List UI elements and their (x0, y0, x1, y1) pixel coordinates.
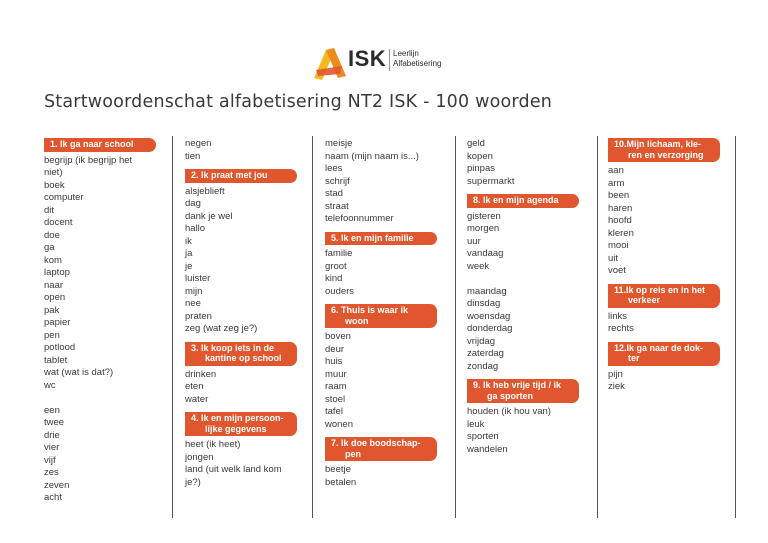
word-item: week (467, 260, 490, 272)
word-item: lees (325, 163, 343, 174)
word-item: deur (325, 343, 345, 355)
word-item: telefoonnummer (325, 213, 394, 224)
word-item: links (608, 310, 628, 322)
word-item: schrijf (325, 175, 350, 187)
section-heading-text: 4. Ik en mijn persoon- (191, 413, 284, 423)
word-item: geld (467, 138, 485, 149)
word-item: vandaag (467, 248, 504, 259)
page-title: Startwoordenschat alfabetisering NT2 ISK - 100 woorden (44, 92, 553, 112)
word-item: twee (44, 417, 65, 428)
logo-separator (389, 49, 390, 71)
column-5 (608, 138, 736, 394)
word-list (185, 369, 313, 407)
word-item: dank je wel (185, 210, 233, 222)
word-item: je (185, 260, 193, 272)
word-item: een (44, 404, 60, 416)
word-item: niet) (44, 167, 63, 178)
word-list (44, 405, 172, 505)
word-item: open (44, 292, 66, 303)
section-heading (325, 437, 437, 461)
word-item: familie (325, 248, 353, 259)
word-item: meisje (325, 138, 353, 149)
word-list (325, 464, 453, 489)
word-list (325, 331, 453, 431)
section-heading-text: 2. Ik praat met jou (191, 170, 268, 180)
word-item: jongen (185, 451, 214, 463)
word-item: drinken (185, 368, 217, 380)
word-item: ouders (325, 285, 355, 297)
word-item: land (uit welk land kom (185, 464, 282, 475)
word-item: papier (44, 317, 71, 328)
isk-logo (312, 38, 472, 84)
word-item: betalen (325, 476, 357, 488)
section-heading-text: 11.Ik op reis en in het (614, 284, 706, 295)
word-list (467, 406, 595, 456)
logo-subtitle (393, 49, 441, 69)
word-item: kopen (467, 150, 493, 162)
word-item: vier (44, 442, 60, 453)
section-heading-text: 8. Ik en mijn agenda (473, 195, 559, 205)
word-item: doe (44, 229, 60, 241)
section-heading-text: woon (345, 315, 369, 326)
word-item: hoofd (608, 215, 632, 226)
word-item: luister (185, 273, 211, 284)
section-heading (185, 412, 297, 436)
word-item: docent (44, 217, 73, 228)
section-heading-text: lijke gegevens (205, 423, 267, 434)
word-list (467, 211, 595, 274)
logo-sub-line-2: Alfabetisering (393, 59, 442, 68)
section-heading-text: pen (345, 448, 362, 459)
section-heading (325, 232, 437, 246)
word-list (608, 165, 736, 278)
word-item: wonen (325, 418, 353, 430)
section-heading-text: ter (628, 353, 640, 363)
word-item: ga (44, 242, 55, 253)
column-1 (44, 138, 172, 505)
column-divider (172, 136, 173, 518)
word-list (185, 439, 313, 489)
word-item: gisteren (467, 210, 501, 222)
word-item: uur (467, 235, 481, 247)
word-item: pinpas (467, 163, 495, 174)
word-item: nee (185, 298, 201, 309)
word-item: acht (44, 492, 62, 503)
word-item: zaterdag (467, 348, 504, 359)
word-item: haren (608, 202, 633, 214)
word-item: raam (325, 381, 347, 392)
section-heading-text: ren en verzorging (628, 149, 704, 160)
logo-brand: ISK (348, 46, 387, 71)
section-heading-text: 10.Mijn lichaam, kle- (614, 139, 702, 149)
column-2 (185, 138, 313, 489)
word-item: je?) (185, 476, 201, 488)
word-item: muur (325, 368, 347, 380)
section-heading-text: ga sporten (487, 390, 534, 401)
column-3 (325, 138, 453, 489)
word-item: tablet (44, 354, 68, 366)
word-item: naam (mijn naam is...) (325, 150, 419, 162)
word-item: morgen (467, 223, 500, 234)
word-item: begrijp (ik begrijp het (44, 154, 133, 166)
word-list (608, 311, 736, 336)
word-item: kom (44, 254, 62, 266)
word-item: alsjeblieft (185, 185, 225, 197)
word-item: boek (44, 179, 65, 191)
word-item: boven (325, 331, 351, 342)
word-item: pak (44, 304, 60, 316)
word-item: eten (185, 381, 204, 392)
logo-sub-line-1: Leerlijn (393, 49, 419, 58)
word-item: computer (44, 192, 84, 203)
word-item: dag (185, 198, 201, 209)
section-heading (608, 138, 720, 162)
section-heading-text: 6. Thuis is waar ik (331, 305, 409, 315)
section-heading (467, 379, 579, 403)
word-list (325, 248, 453, 298)
word-item: stad (325, 188, 343, 199)
isk-logo-mark (312, 38, 352, 84)
word-item: drie (44, 429, 60, 441)
word-item: potlood (44, 342, 76, 353)
word-item: water (185, 393, 209, 405)
word-item: voet (608, 265, 626, 276)
word-list (467, 286, 595, 374)
section-heading-text: 5. Ik en mijn familie (331, 232, 414, 243)
section-heading: 1. Ik ga naar school (44, 138, 156, 152)
word-item: huis (325, 356, 343, 367)
word-item: zes (44, 467, 59, 478)
section-heading (608, 342, 720, 366)
word-item: leuk (467, 418, 485, 430)
word-item: naar (44, 279, 64, 291)
word-item: dinsdag (467, 298, 501, 309)
word-item: hallo (185, 223, 206, 234)
word-list (185, 186, 313, 336)
word-item: maandag (467, 285, 507, 297)
word-item: stoel (325, 393, 346, 405)
word-item: mijn (185, 285, 203, 297)
word-list (608, 369, 736, 394)
section-heading (325, 304, 437, 328)
word-item: wc (44, 379, 56, 391)
word-item: supermarkt (467, 175, 515, 187)
word-item: praten (185, 310, 212, 322)
section-heading (185, 342, 297, 366)
word-item: rechts (608, 323, 634, 334)
word-item: woensdag (467, 310, 511, 322)
word-item: vrijdag (467, 335, 495, 347)
section-heading-text: 12.Ik ga naar de dok- (614, 342, 704, 353)
word-item: zeg (wat zeg je?) (185, 323, 258, 334)
word-list (325, 138, 453, 226)
section-heading (608, 284, 720, 308)
word-item: donderdag (467, 323, 513, 334)
column-4 (467, 138, 595, 456)
word-list (185, 138, 313, 163)
word-item: heet (ik heet) (185, 439, 241, 450)
word-item: been (608, 190, 630, 201)
word-item: aan (608, 165, 624, 176)
word-item: zeven (44, 479, 70, 491)
word-item: wandelen (467, 443, 508, 455)
word-list (467, 138, 595, 188)
word-item: laptop (44, 267, 70, 278)
column-divider (597, 136, 598, 518)
section-heading-text: 7. Ik doe boodschap- (331, 438, 421, 448)
section-heading-text: kantine op school (205, 353, 282, 363)
word-item: dit (44, 204, 55, 216)
word-item: zondag (467, 360, 499, 372)
word-item: sporten (467, 431, 499, 442)
section-heading-text: verkeer (628, 295, 661, 305)
word-item: arm (608, 177, 625, 189)
word-item: beetje (325, 464, 351, 475)
column-divider (455, 136, 456, 518)
word-item: houden (ik hou van) (467, 406, 551, 417)
word-item: ziek (608, 381, 625, 392)
word-item: ja (185, 248, 193, 259)
section-heading (467, 194, 579, 208)
word-item: kind (325, 273, 343, 284)
word-item: groot (325, 260, 347, 272)
section-heading (185, 169, 297, 183)
word-item: tafel (325, 406, 343, 417)
word-item: mooi (608, 240, 629, 251)
section-heading-text: 9. Ik heb vrije tijd / ik (473, 380, 562, 390)
section-heading-text: 3. Ik koop iets in de (191, 342, 275, 353)
word-list (44, 155, 172, 393)
word-item: negen (185, 138, 212, 149)
word-item: uit (608, 252, 619, 264)
word-item: kleren (608, 227, 634, 239)
word-item: pen (44, 329, 60, 341)
word-item: pijn (608, 368, 623, 380)
word-item: ik (185, 235, 192, 247)
word-item: tien (185, 150, 201, 162)
word-item: straat (325, 200, 349, 212)
word-item: vijf (44, 454, 56, 466)
word-item: wat (wat is dat?) (44, 367, 114, 378)
